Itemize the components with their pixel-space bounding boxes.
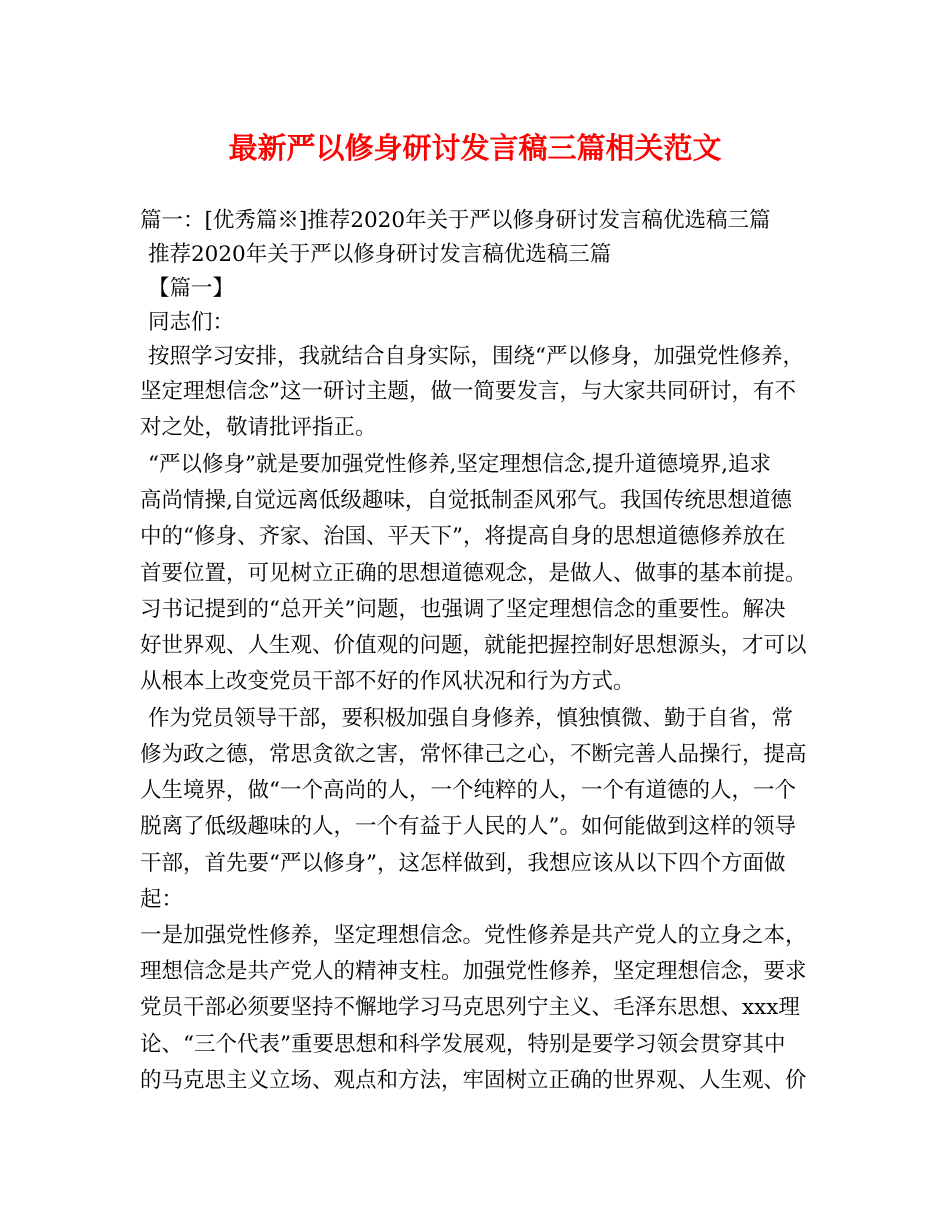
text-line-21: 一是加强党性修养，坚定理想信念。党性修养是共产党人的立身之本，	[140, 923, 807, 948]
text-line-23: 党员干部必须要坚持不懈地学习马克思列宁主义、毛泽东思想、xxx理	[140, 995, 800, 1020]
document-title: 最新严以修身研讨发言稿三篇相关范文	[228, 131, 722, 165]
text-line-10: 中的“修身、齐家、治国、平天下”，将提高自身的思想道德修养放在	[140, 524, 786, 549]
text-line-20: 起：	[140, 887, 184, 912]
text-line-18: 脱离了低级趣味的人，一个有益于人民的人”。如何能做到这样的领导	[140, 814, 796, 839]
text-line-9: 高尚情操,自觉远离低级趣味，自觉抵制歪风邪气。我国传统思想道德	[140, 488, 792, 513]
text-line-17: 人生境界，做“一个高尚的人，一个纯粹的人，一个有道德的人，一个	[140, 778, 796, 803]
text-line-25: 的马克思主义立场、观点和方法，牢固树立正确的世界观、人生观、价	[140, 1068, 807, 1093]
text-line-6: 坚定理想信念”这一研讨主题，做一简要发言，与大家共同研讨，有不	[140, 379, 796, 404]
text-line-15: 作为党员领导干部，要积极加强自身修养，慎独慎微、勤于自省，常	[148, 706, 794, 731]
text-line-13: 好世界观、人生观、价值观的问题，就能把握控制好思想源头，才可以	[140, 633, 807, 658]
text-line-11: 首要位置，可见树立正确的思想道德观念，是做人、做事的基本前提。	[140, 561, 807, 586]
text-line-5: 按照学习安排，我就结合自身实际，围绕“严以修身，加强党性修养，	[148, 344, 804, 369]
text-line-1: 篇一：[优秀篇※]推荐2020年关于严以修身研讨发言稿优选稿三篇	[140, 208, 771, 233]
text-line-14: 从根本上改变党员干部不好的作风状况和行为方式。	[140, 669, 635, 694]
text-line-4: 同志们：	[148, 310, 235, 335]
text-line-22: 理想信念是共产党人的精神支柱。加强党性修养，坚定理想信念，要求	[140, 959, 807, 984]
text-line-24: 论、“三个代表”重要思想和科学发展观，特别是要学习领会贯穿其中	[140, 1032, 786, 1057]
text-line-16: 修为政之德，常思贪欲之害，常怀律己之心，不断完善人品操行，提高	[140, 742, 807, 767]
text-line-19: 干部，首先要“严以修身”，这怎样做到，我想应该从以下四个方面做	[140, 851, 786, 876]
text-line-2: 推荐2020年关于严以修身研讨发言稿优选稿三篇	[148, 242, 612, 267]
text-line-3: 【篇一】	[148, 276, 235, 301]
text-line-8: “严以修身”就是要加强党性修养,坚定理想信念,提升道德境界,追求	[148, 452, 771, 477]
text-line-12: 习书记提到的“总开关”问题，也强调了坚定理想信念的重要性。解决	[140, 597, 786, 622]
text-line-7: 对之处，敬请批评指正。	[140, 415, 377, 440]
